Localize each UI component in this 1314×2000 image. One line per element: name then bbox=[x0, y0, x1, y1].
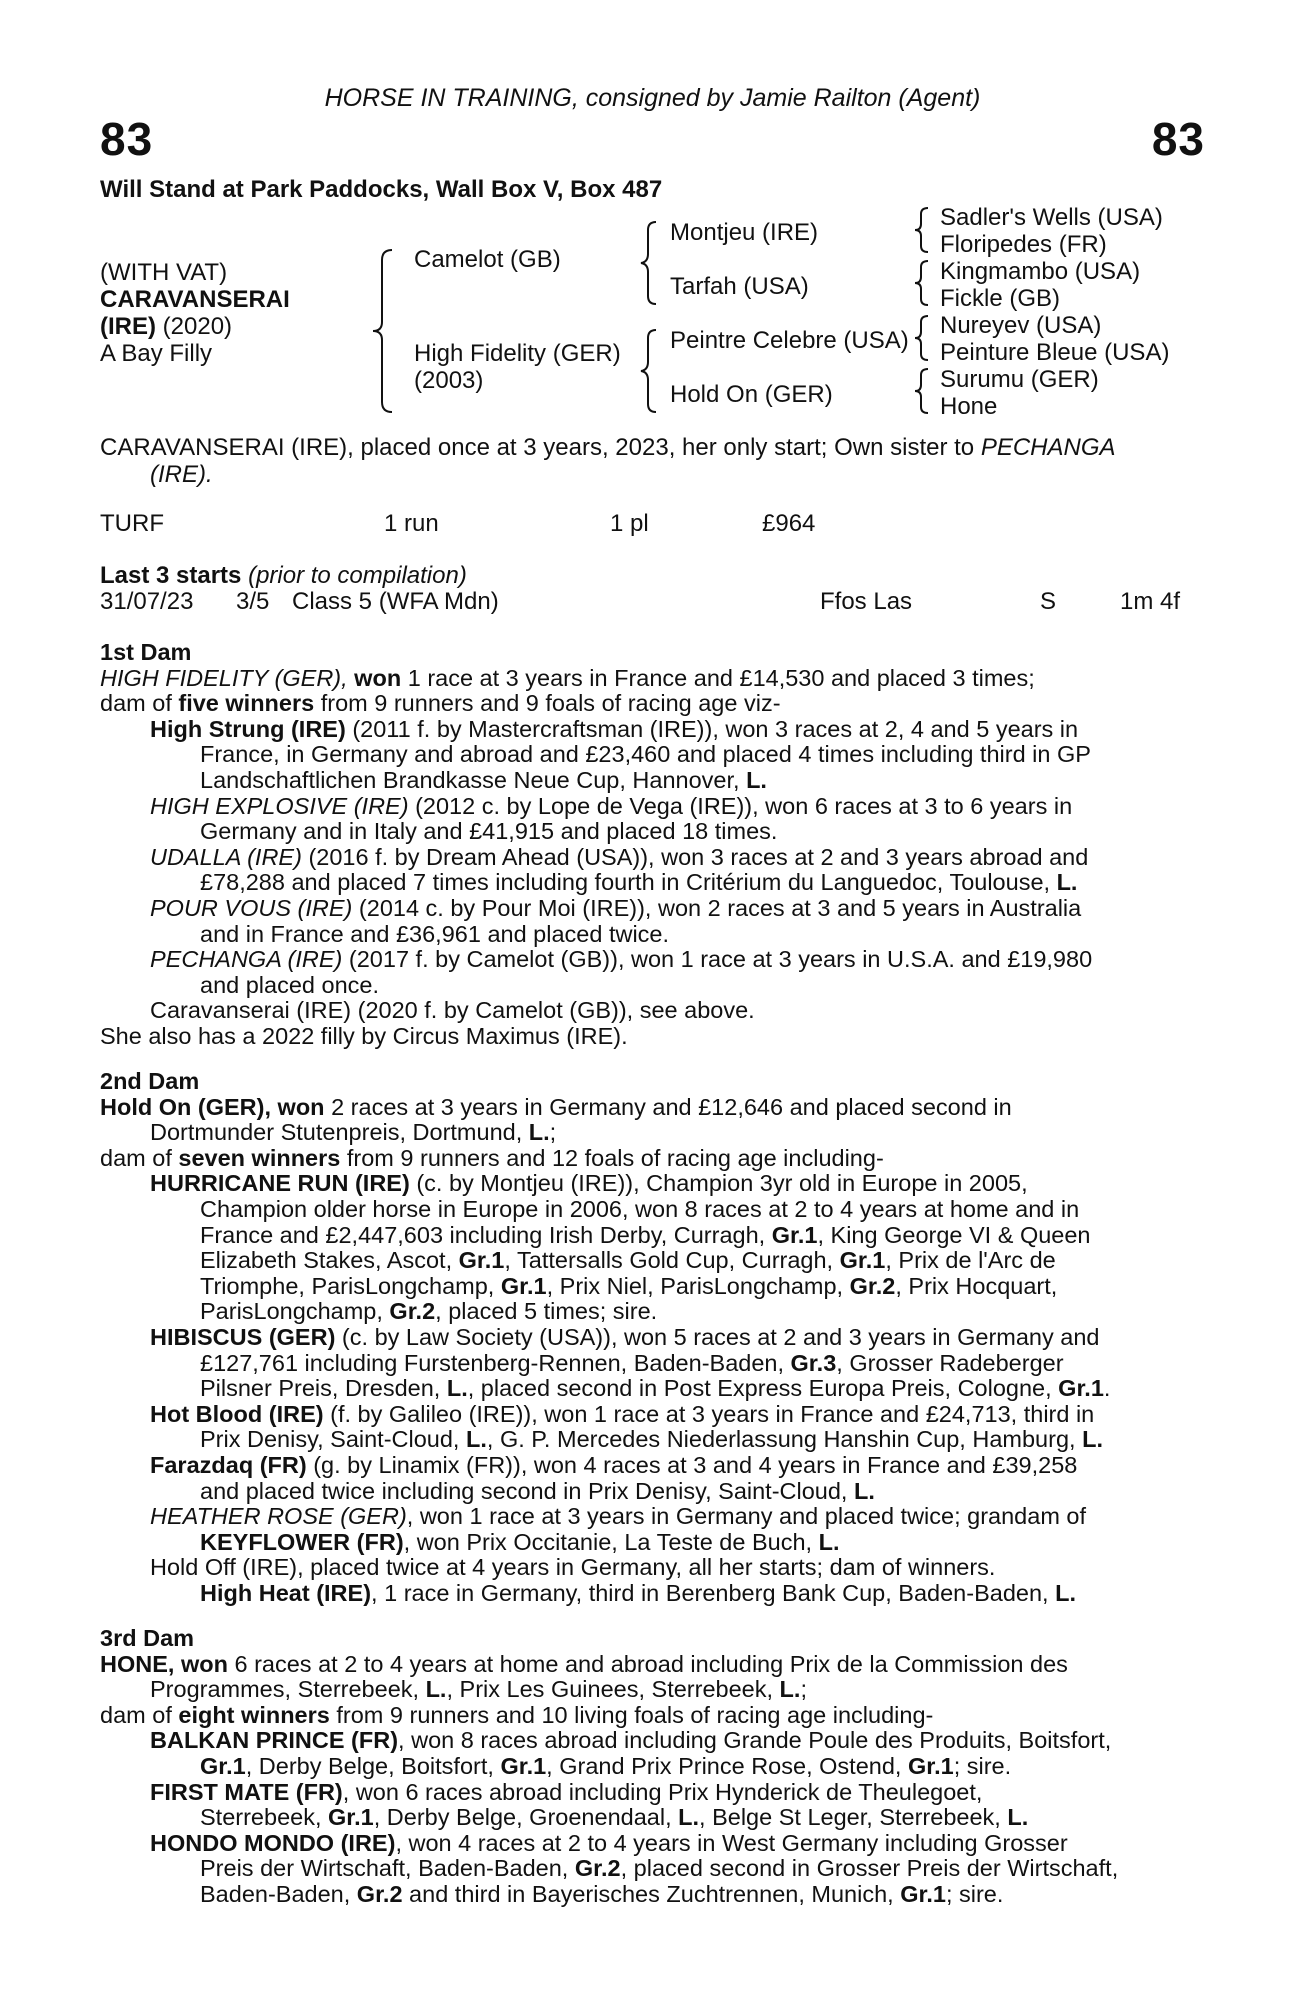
brace-g3 bbox=[912, 314, 932, 362]
progeny-farazdaq: Farazdaq (FR) (g. by Linamix (FR)), won 4 races at 3 and 4 years in France and £39,258 and placed twice including second in Prix Denisy, Saint-Cloud, L. bbox=[150, 1451, 1078, 1504]
progeny-high-explosive: HIGH EXPLOSIVE (IRE) (2012 c. by Lope de Vega (IRE)), won 6 races at 3 to 6 years in Germany and in Italy and £41,915 and placed 18 times. bbox=[150, 792, 1073, 845]
second-dam-heading: 2nd Dam bbox=[100, 1068, 200, 1094]
last-starts-heading: Last 3 starts (prior to compilation) bbox=[100, 562, 467, 589]
summary-line1: CARAVANSERAI (IRE), placed once at 3 years, 2023, her only start; Own sister to PECHANGA bbox=[100, 434, 1116, 461]
progeny-high-strung: High Strung (IRE) (2011 f. by Mastercraftsman (IRE)), won 3 races at 2, 4 and 5 years in France, in Germany and abroad and £23,460 and placed 4 times including third in GP Landschaftlichen Brandkasse Neue Cup, Hannover, L. bbox=[150, 715, 1091, 793]
progeny-hot-blood: Hot Blood (IRE) (f. by Galileo (IRE)), won 1 race at 3 years in France and £24,713, third in Prix Denisy, Saint-Cloud, L., G. P. Mercedes Niederlassung Hanshin Cup, Hamburg, L. bbox=[150, 1400, 1103, 1453]
sire-name: Camelot (GB) bbox=[414, 246, 561, 273]
record-earnings: £964 bbox=[762, 510, 816, 537]
ggsire-4: Surumu (GER) bbox=[940, 366, 1099, 393]
ggdam-2: Fickle (GB) bbox=[940, 285, 1060, 312]
progeny-hondo-mondo: HONDO MONDO (IRE), won 4 races at 2 to 4 years in West Germany including Grosser Preis der Wirtschaft, Baden-Baden, Gr.2, placed second in Grosser Preis der Wirtschaft, Baden-Baden, Gr.2 and third in Bayerisches Zuchtrennen, Munich, Gr.1; sire. bbox=[150, 1829, 1119, 1907]
first-dam-line1: HIGH FIDELITY (GER), won 1 race at 3 years in France and £14,530 and placed 3 times; bbox=[100, 664, 1035, 691]
last-start-going: S bbox=[1040, 588, 1057, 615]
dam-dam: Hold On (GER) bbox=[670, 381, 833, 408]
ggsire-2: Kingmambo (USA) bbox=[940, 258, 1141, 285]
ggdam-1: Floripedes (FR) bbox=[940, 231, 1107, 258]
dam-year: (2003) bbox=[414, 367, 484, 394]
horse-description: A Bay Filly bbox=[100, 340, 213, 367]
record-runs: 1 run bbox=[384, 510, 439, 537]
progeny-high-heat: High Heat (IRE), 1 race in Germany, third in Berenberg Bank Cup, Baden-Baden, L. bbox=[200, 1579, 1076, 1606]
horse-country-year: (IRE) (2020) bbox=[100, 313, 233, 340]
last-start-class: Class 5 (WFA Mdn) bbox=[292, 588, 499, 615]
ggdam-4: Hone bbox=[940, 393, 998, 420]
progeny-balkan-prince: BALKAN PRINCE (FR), won 8 races abroad including Grande Poule des Produits, Boitsfort, Gr.1, Derby Belge, Boitsfort, Gr.1, Grand Prix Prince Rose, Ostend, Gr.1; sire. bbox=[150, 1727, 1112, 1779]
second-dam-line2: Dortmunder Stutenpreis, Dortmund, L.; bbox=[150, 1119, 557, 1146]
dam-brace bbox=[638, 328, 660, 414]
last-start-distance: 1m 4f bbox=[1120, 588, 1181, 615]
sire-dam: Tarfah (USA) bbox=[670, 273, 809, 300]
ggsire-1: Sadler's Wells (USA) bbox=[940, 204, 1163, 231]
ggsire-3: Nureyev (USA) bbox=[940, 312, 1102, 339]
dam-name: High Fidelity (GER) bbox=[414, 340, 621, 367]
sire-brace bbox=[638, 220, 660, 306]
third-dam-line3: dam of eight winners from 9 runners and 10 living foals of racing age including- bbox=[100, 1701, 934, 1728]
third-dam-line1: HONE, won 6 races at 2 to 4 years at home and abroad including Prix de la Commission des bbox=[100, 1650, 1068, 1677]
progeny-pechanga: PECHANGA (IRE) (2017 f. by Camelot (GB)), won 1 race at 3 years in U.S.A. and £19,980 and placed once. bbox=[150, 946, 1093, 998]
progeny-pour-vous: POUR VOUS (IRE) (2014 c. by Pour Moi (IRE)), won 2 races at 3 and 5 years in Australia and in France and £36,961 and placed twice. bbox=[150, 894, 1082, 947]
last-start-position: 3/5 bbox=[236, 588, 270, 615]
summary-line2: (IRE). bbox=[150, 461, 213, 488]
third-dam-line2: Programmes, Sterrebeek, L., Prix Les Guinees, Sterrebeek, L.; bbox=[150, 1676, 807, 1703]
brace-g4 bbox=[912, 367, 932, 415]
main-brace bbox=[370, 248, 396, 414]
third-dam-heading: 3rd Dam bbox=[100, 1625, 195, 1651]
first-dam-section bbox=[100, 640, 1205, 1050]
record-placed: 1 pl bbox=[610, 510, 649, 537]
progeny-hurricane-run: HURRICANE RUN (IRE) (c. by Montjeu (IRE)), Champion 3yr old in Europe in 2005, Champion older horse in Europe in 2006, won 8 races at 2 to 4 years at home and in France and £2,447,603 including Irish Derby, Curragh, Gr.1, King George VI & Queen Elizabeth Stakes, Ascot, Gr.1, Tattersalls Gold Cup, Curragh, Gr.1, Prix de l'Arc de Triomphe, ParisLongchamp, Gr.1, Prix Niel, ParisLongchamp, Gr.2, Prix Hocquart, ParisLongchamp, Gr.2, placed 5 times; sire. bbox=[150, 1170, 1091, 1325]
brace-g2 bbox=[912, 259, 932, 307]
second-dam-line1: Hold On (GER), won 2 races at 3 years in Germany and £12,646 and placed second in bbox=[100, 1093, 1012, 1120]
lot-number-right: 83 bbox=[1151, 113, 1205, 165]
first-dam-line2: dam of five winners from 9 runners and 9 foals of racing age viz- bbox=[100, 690, 781, 717]
consignor-header: HORSE IN TRAINING, consigned by Jamie Railton (Agent) bbox=[324, 84, 981, 112]
ggdam-3: Peinture Bleue (USA) bbox=[940, 339, 1170, 366]
lot-number-left: 83 bbox=[100, 113, 154, 165]
progeny-heather-rose: HEATHER ROSE (GER), won 1 race at 3 years in Germany and placed twice; grandam of KEYFLOWER (FR), won Prix Occitanie, La Teste de Buch, L. bbox=[150, 1503, 1087, 1555]
horse-name: CARAVANSERAI bbox=[100, 286, 290, 313]
last-start-date: 31/07/23 bbox=[100, 588, 194, 615]
progeny-first-mate: FIRST MATE (FR), won 6 races abroad including Prix Hynderick de Theulegoet, Sterrebeek, Gr.1, Derby Belge, Groenendaal, L., Belge St Leger, Sterrebeek, L. bbox=[150, 1778, 1029, 1831]
last-start-course: Ffos Las bbox=[820, 588, 913, 615]
vat-label: (WITH VAT) bbox=[100, 259, 228, 286]
stand-location: Will Stand at Park Paddocks, Wall Box V, Box 487 bbox=[100, 176, 663, 203]
first-dam-note: She also has a 2022 filly by Circus Maximus (IRE). bbox=[100, 1022, 628, 1049]
brace-g1 bbox=[912, 206, 932, 254]
progeny-udalla: UDALLA (IRE) (2016 f. by Dream Ahead (USA)), won 3 races at 2 and 3 years abroad and £78,288 and placed 7 times including fourth in Critérium du Languedoc, Toulouse, L. bbox=[150, 843, 1089, 896]
second-dam-section bbox=[100, 1069, 1205, 1606]
sire-sire: Montjeu (IRE) bbox=[670, 219, 819, 246]
third-dam-section bbox=[100, 1626, 1205, 1908]
dam-sire: Peintre Celebre (USA) bbox=[670, 327, 909, 354]
record-surface: TURF bbox=[100, 510, 164, 537]
catalogue-page bbox=[100, 0, 1205, 2000]
first-dam-heading: 1st Dam bbox=[100, 639, 192, 665]
progeny-hold-off: Hold Off (IRE), placed twice at 4 years in Germany, all her starts; dam of winners. bbox=[150, 1554, 996, 1581]
second-dam-line3: dam of seven winners from 9 runners and 12 foals of racing age including- bbox=[100, 1144, 884, 1171]
progeny-hibiscus: HIBISCUS (GER) (c. by Law Society (USA)), won 5 races at 2 and 3 years in Germany and £127,761 including Furstenberg-Rennen, Baden-Baden, Gr.3, Grosser Radeberger Pilsner Preis, Dresden, L., placed second in Post Express Europa Preis, Cologne, Gr.1. bbox=[150, 1323, 1111, 1402]
progeny-caravanserai: Caravanserai (IRE) (2020 f. by Camelot (GB)), see above. bbox=[150, 997, 755, 1024]
